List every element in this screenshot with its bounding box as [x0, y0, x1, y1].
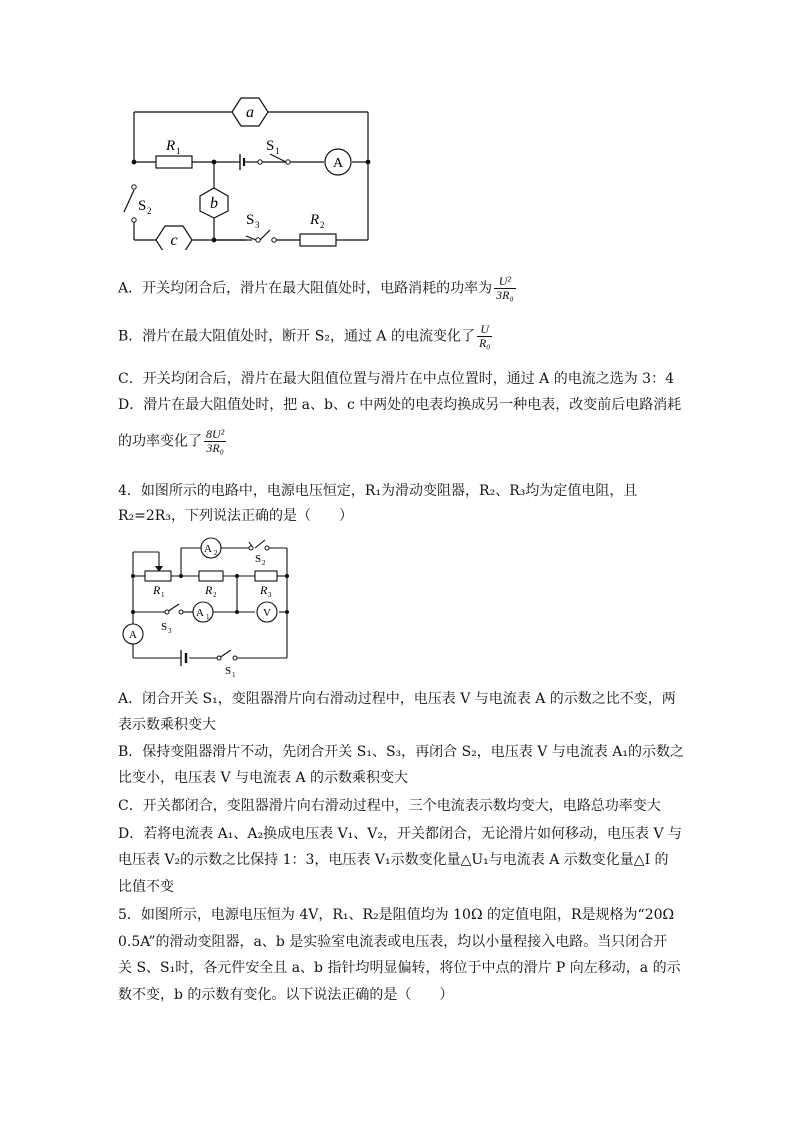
s2-label: S	[255, 553, 262, 565]
q5-stem-line-4: 数不变，b 的示数有变化。以下说法正确的是（ ）	[118, 987, 454, 1003]
label-s3: S	[246, 212, 255, 228]
label-r1: R	[166, 138, 176, 154]
label-s3-sub: 3	[255, 220, 260, 230]
fraction-numerator: 8U²	[206, 427, 225, 441]
q3-option-d-text: 的功率变化了	[118, 433, 202, 450]
s1-sub: 1	[232, 671, 236, 677]
a-label: A	[129, 629, 137, 641]
q3-option-a-text: A．开关均闭合后，滑片在最大阻值处时，电路消耗的功率为	[118, 280, 493, 297]
label-a: a	[246, 104, 254, 121]
label-r2: R	[310, 212, 320, 228]
label-c: c	[170, 232, 178, 249]
q3-option-b-fraction	[477, 323, 493, 350]
label-s1: S	[266, 138, 275, 154]
q4-option-a-line-1: A．闭合开关 S₁，变阻器滑片向右滑动过程中，电压表 V 与电流表 A 的示数之比不变，两	[118, 691, 676, 707]
circuit-figure-2	[115, 532, 300, 677]
q4-option-d-line-2: 电压表 V₂的示数之比保持 1：3，电压表 V₁示数变化量△U₁与电流表 A 示数变化量△I 的	[118, 852, 669, 868]
s3-sub: 3	[168, 627, 172, 635]
label-s1-sub: 1	[275, 146, 280, 156]
a1-sub: 1	[206, 613, 210, 621]
q4-stem-line-2: R₂=2R₃，下列说法正确的是（ ）	[118, 508, 353, 524]
resistor-r2	[199, 571, 223, 581]
q3-option-c: C．开关均闭合后，滑片在最大阻值位置与滑片在中点位置时，通过 A 的电流之选为 3：4	[118, 371, 674, 387]
q4-option-b-line-2: 比变小，电压表 V 与电流表 A 的示数乘积变大	[118, 770, 409, 786]
r2-label: R	[205, 583, 213, 597]
fraction-denominator: R₀	[478, 336, 491, 350]
q4-option-a-line-2: 表示数乘积变大	[118, 717, 216, 733]
q4-option-b-line-1: B．保持变阻器滑片不动，先闭合开关 S₁、S₃，再闭合 S₂，电压表 V 与电流表 A₁的示数之	[118, 744, 684, 760]
q3-option-b-text: B．滑片在最大阻值处时，断开 S₂，通过 A 的电流变化了	[118, 328, 475, 345]
q5-stem-line-1: 5．如图所示，电源电压恒为 4V，R₁、R₂是阻值均为 10Ω 的定值电阻，R是规格为“20Ω	[118, 907, 675, 923]
circuit-figure-1	[110, 90, 380, 250]
a2-label: A	[204, 543, 212, 555]
q3-option-a	[118, 275, 516, 302]
label-r2-sub: 2	[320, 220, 325, 230]
r2-sub: 2	[213, 591, 217, 599]
resistor-r1	[156, 156, 192, 168]
r1-sub: 1	[161, 591, 165, 599]
v-label: V	[263, 607, 271, 619]
q3-option-d-line-1: D．滑片在最大阻值处时，把 a、b、c 中两处的电表均换成另一种电表，改变前后电路消耗	[118, 397, 682, 413]
label-b: b	[210, 195, 218, 212]
q5-stem-line-3: 关 S、S₁时，各元件安全且 a、b 指针均明显偏转，将位于中点的滑片 P 向左移动，a 的示	[118, 960, 681, 976]
fraction-denominator: 3R₀	[206, 441, 224, 455]
a1-label: A	[196, 607, 204, 619]
q4-option-d-line-1: D．若将电流表 A₁、A₂换成电压表 V₁、V₂，开关都闭合，无论滑片如何移动，电压表 V 与	[118, 826, 683, 842]
fraction-numerator: U²	[498, 274, 511, 288]
s3-label: S	[161, 621, 168, 633]
label-s2: S	[138, 198, 147, 214]
ammeter-label: A	[332, 156, 344, 171]
q3-option-d-fraction	[204, 428, 226, 455]
fraction-denominator: 3R₀	[496, 288, 514, 302]
q3-option-b	[118, 323, 492, 350]
label-s2-sub: 2	[147, 206, 152, 216]
resistor-r2	[300, 234, 336, 246]
fraction-numerator: U	[480, 322, 490, 336]
q4-option-c-line-1: C．开关都闭合，变阻器滑片向右滑动过程中，三个电流表示数均变大，电路总功率变大	[118, 798, 661, 814]
q4-option-d-line-3: 比值不变	[118, 879, 174, 895]
q5-stem-line-2: 0.5A”的滑动变阻器，a、b 是实验室电流表或电压表，均以小量程接入电路。当只闭合开	[118, 934, 668, 950]
r3-sub: 3	[268, 591, 272, 599]
q4-stem-line-1: 4．如图所示的电路中，电源电压恒定，R₁为滑动变阻器，R₂、R₃均为定值电阻，且	[118, 483, 638, 499]
resistor-r3	[255, 571, 277, 581]
resistor-r1	[145, 571, 171, 581]
s1-label: S	[225, 665, 232, 677]
s2-sub: 2	[262, 559, 266, 567]
label-r1-sub: 1	[176, 146, 181, 156]
q3-option-d-line-2	[118, 428, 226, 455]
a2-sub: 2	[214, 549, 218, 557]
r1-label: R	[153, 583, 161, 597]
q3-option-a-fraction	[494, 275, 516, 302]
r3-label: R	[260, 583, 268, 597]
